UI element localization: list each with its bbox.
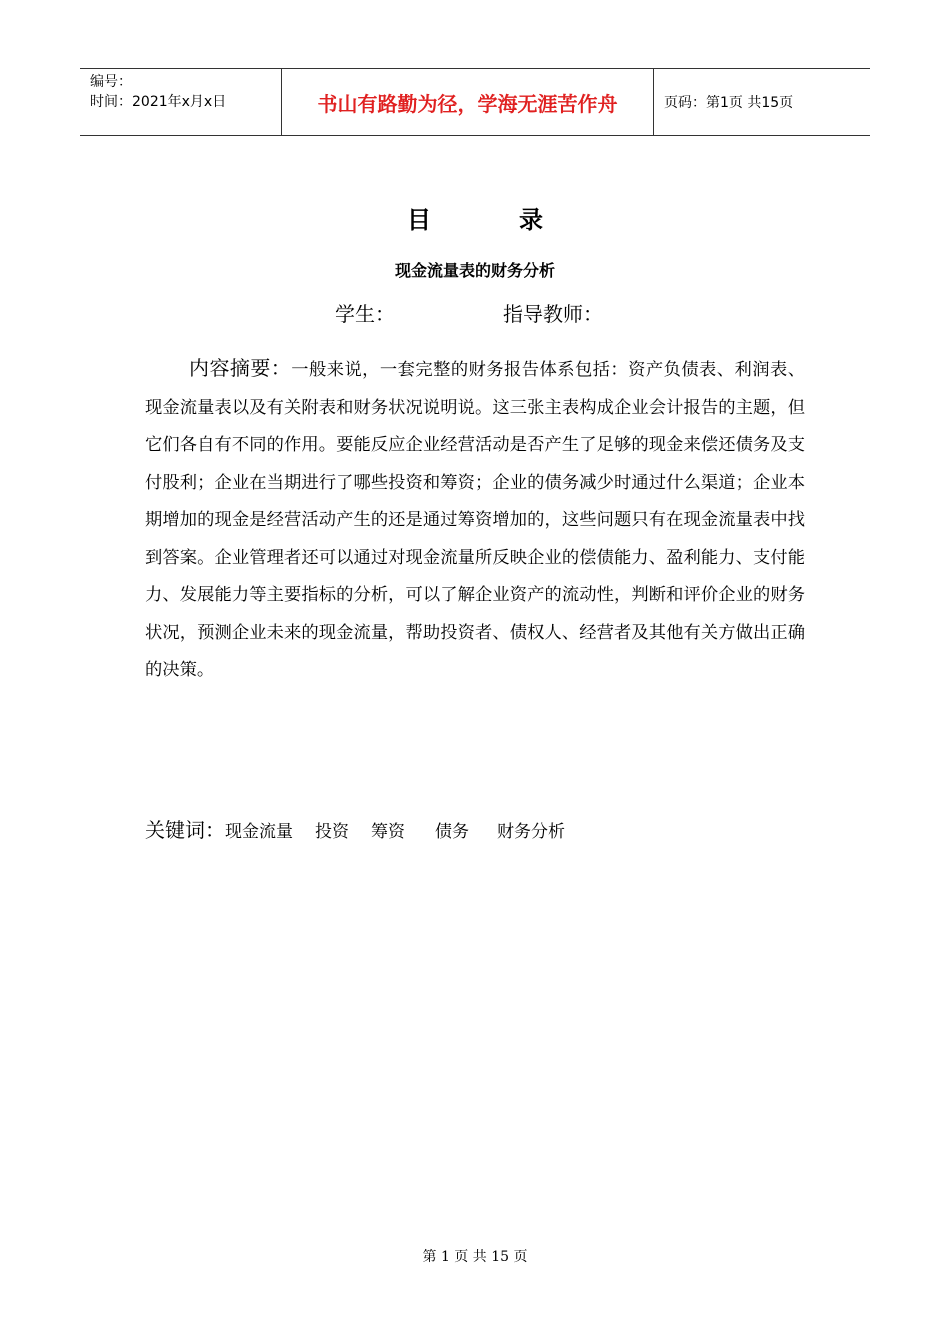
page-info: 页码：第1页 共15页 [664,95,794,111]
motto-cell [281,69,654,135]
keyword-item: 现金流量 [225,822,293,842]
motto-text: 书山有路勤为径，学海无涯苦作舟 [317,91,618,116]
time-label: 时间：2021年x月x日 [90,94,227,110]
abstract-paragraph [145,350,805,690]
number-label: 编号： [90,74,132,90]
keyword-item: 债务 [435,822,469,842]
header-table [80,68,870,136]
abstract-label: 内容摘要： [189,356,292,380]
header-meta-cell [80,69,281,135]
keywords-label: 关键词： [145,818,225,842]
page-info-cell [654,69,870,135]
advisor-label: 指导教师： [503,302,603,326]
keyword-item: 投资 [315,822,349,842]
document-title: 现金流量表的财务分析 [394,261,555,280]
abstract-text: 一般来说，一套完整的财务报告体系包括：资产负债表、利润表、现金流量表以及有关附表和财务状况说明说。这三张主表构成企业会计报告的主题，但它们各自有不同的作用。要能反应企业经营活动是否产生了足够的现金来偿还债务及支付股利；企业在当期进行了哪些投资和筹资；企业的债务减少时通过什么渠道；企业本期增加的现金是经营活动产生的还是通过筹资增加的，这些问题只有在现金流量表中找到答案。企业管理者还可以通过对现金流量所反映企业的偿债能力、盈利能力、支付能力、发展能力等主要指标的分析，可以了解企业资产的流动性，判断和评价企业的财务状况，预测企业未来的现金流量，帮助投资者、债权人、经营者及其他有关方做出正确的决策。 [145,360,805,680]
keyword-item: 筹资 [371,822,405,842]
page-footer: 第 1 页 共 15 页 [422,1249,528,1265]
keyword-item: 财务分析 [497,822,565,842]
toc-title: 目录 [407,206,631,234]
student-label: 学生： [335,302,395,326]
author-line [0,298,950,326]
keywords-line [145,814,805,843]
